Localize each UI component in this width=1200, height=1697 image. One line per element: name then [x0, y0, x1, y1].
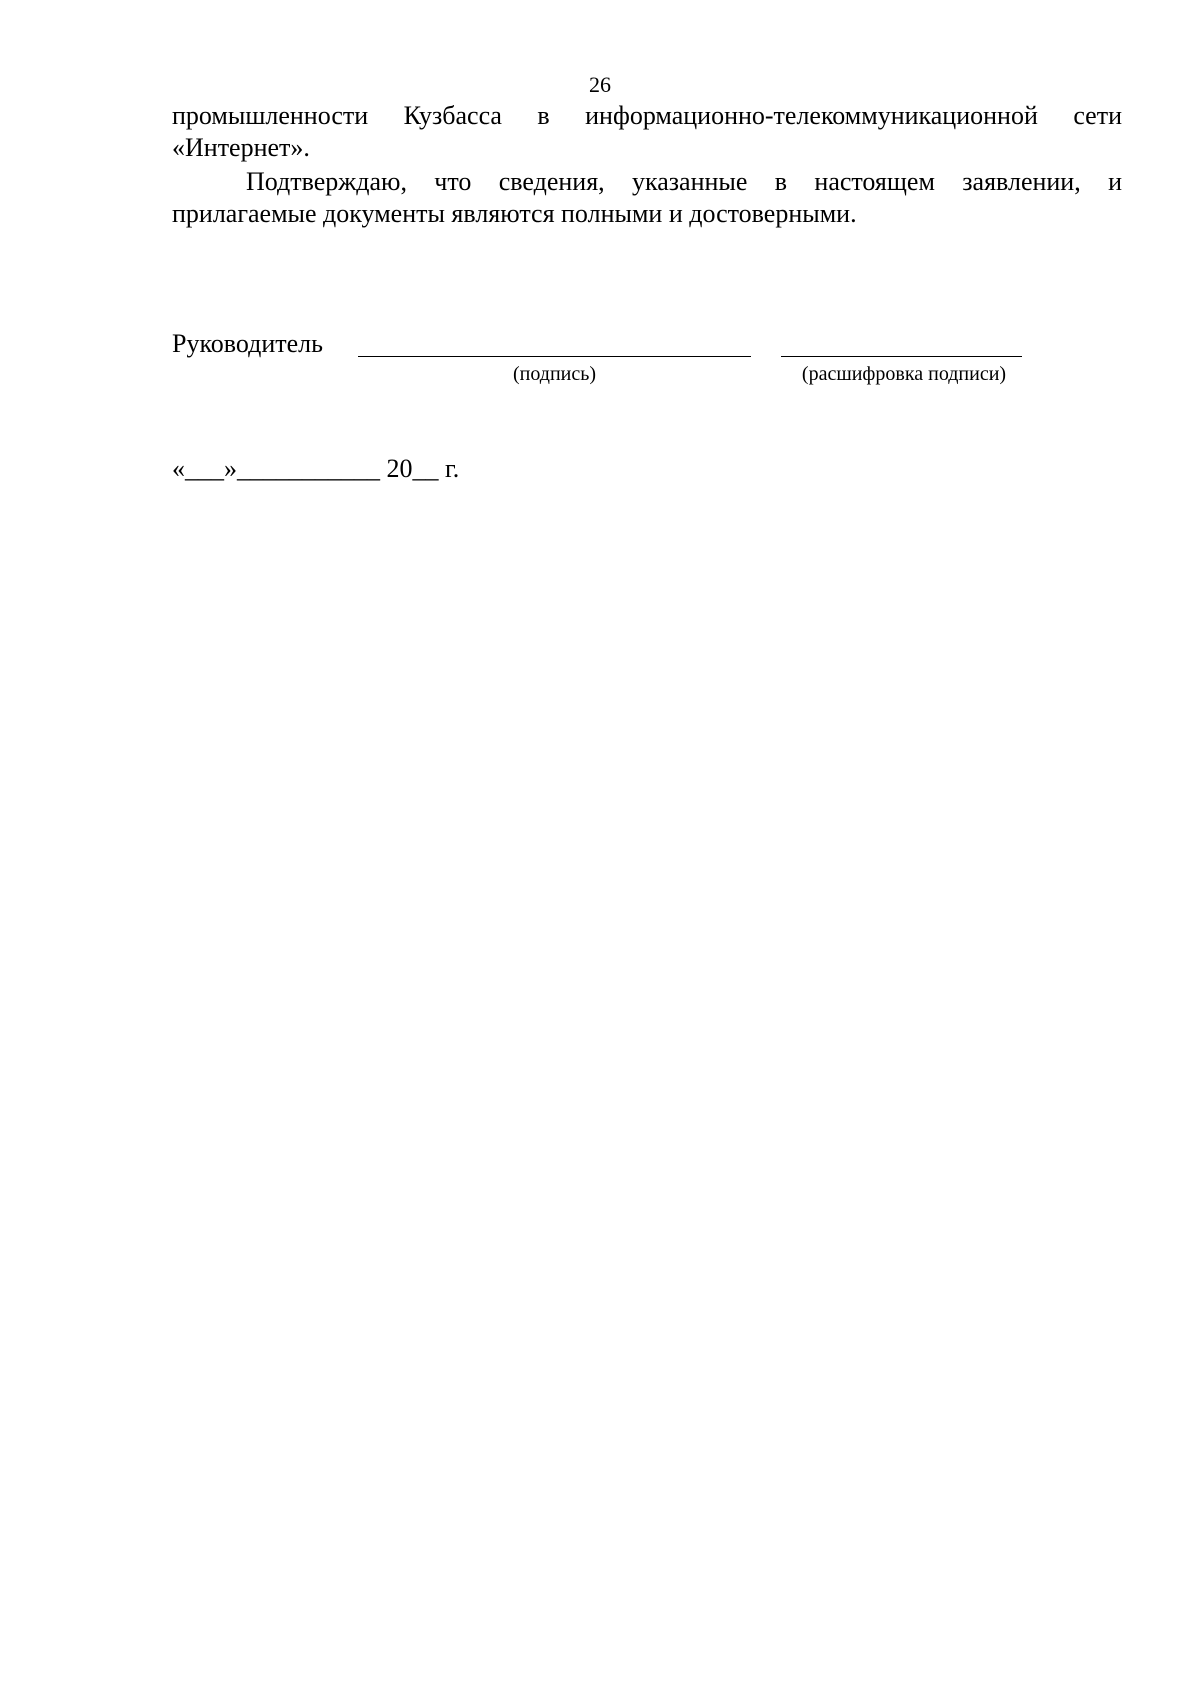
body-paragraph-1: промышленности Кузбасса в информационно-телекоммуникационной сети «Интернет». [172, 101, 1122, 162]
signature-decode-blank-line [781, 356, 1022, 357]
signature-role-label: Руководитель [172, 329, 323, 358]
signature-caption: (подпись) [512, 363, 597, 385]
page-number: 26 [589, 72, 611, 97]
body-paragraph-2: Подтверждаю, что сведения, указанные в настоящем заявлении, и прилагаемые документы являются полными и достоверными. [172, 167, 1122, 228]
date-field: «___»___________ 20__ г. [172, 454, 460, 483]
signature-blank-line [358, 356, 751, 357]
signature-decode-caption: (расшифровка подписи) [801, 363, 1007, 385]
